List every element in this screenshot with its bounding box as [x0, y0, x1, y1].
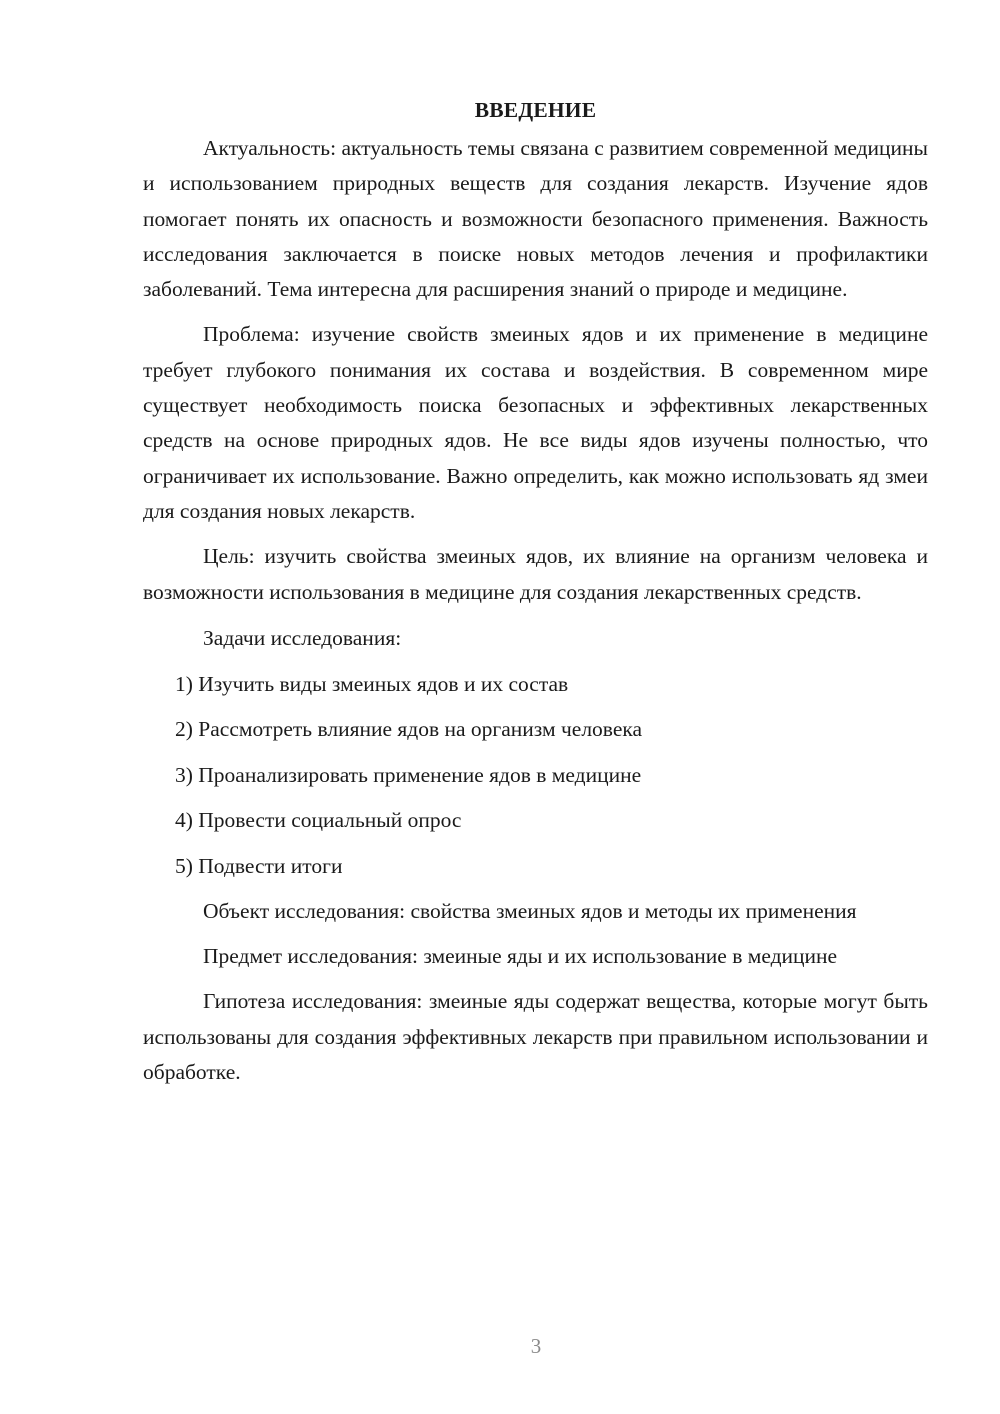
object-paragraph: Объект исследования: свойства змеиных ядов и методы их применения: [203, 898, 857, 923]
problem-paragraph: Проблема: изучение свойств змеиных ядов и их применение в медицине требует глубокого понимания их состава и воздействия. В современном мире существует необходимость поиска безопасных и эффективных лекарственных средств на основе природных ядов. Не все виды ядов изучены полностью, что ограничивает их использование. Важно определить, как можно использовать яд змеи для создания новых лекарств.: [143, 322, 928, 523]
task-item: 3) Проанализировать применение ядов в медицине: [175, 762, 642, 787]
task-item: 5) Подвести итоги: [175, 853, 343, 878]
page-number: 3: [530, 1334, 542, 1358]
hypothesis-paragraph: Гипотеза исследования: змеиные яды содержат вещества, которые могут быть использованы для создания эффективных лекарств при правильном использовании и обработке.: [143, 989, 928, 1085]
page-content: [143, 92, 928, 1100]
subject-paragraph: Предмет исследования: змеиные яды и их использование в медицине: [203, 944, 838, 969]
section-heading: ВВЕДЕНИЕ: [474, 98, 597, 122]
task-item: 1) Изучить виды змеиных ядов и их состав: [175, 671, 569, 696]
tasks-title: Задачи исследования:: [203, 625, 402, 650]
goal-paragraph: Цель: изучить свойства змеиных ядов, их влияние на организм человека и возможности использования в медицине для создания лекарственных средств.: [143, 544, 928, 604]
task-item: 4) Провести социальный опрос: [175, 808, 462, 833]
relevance-paragraph: Актуальность: актуальность темы связана с развитием современной медицины и использованием природных веществ для создания лекарств. Изучение ядов помогает понять их опасность и возможности безопасного применения. Важность исследования заключается в поиске новых методов лечения и профилактики заболеваний. Тема интересна для расширения знаний о природе и медицине.: [143, 136, 928, 302]
task-list: [143, 666, 928, 884]
task-item: 2) Рассмотреть влияние ядов на организм человека: [175, 717, 643, 742]
